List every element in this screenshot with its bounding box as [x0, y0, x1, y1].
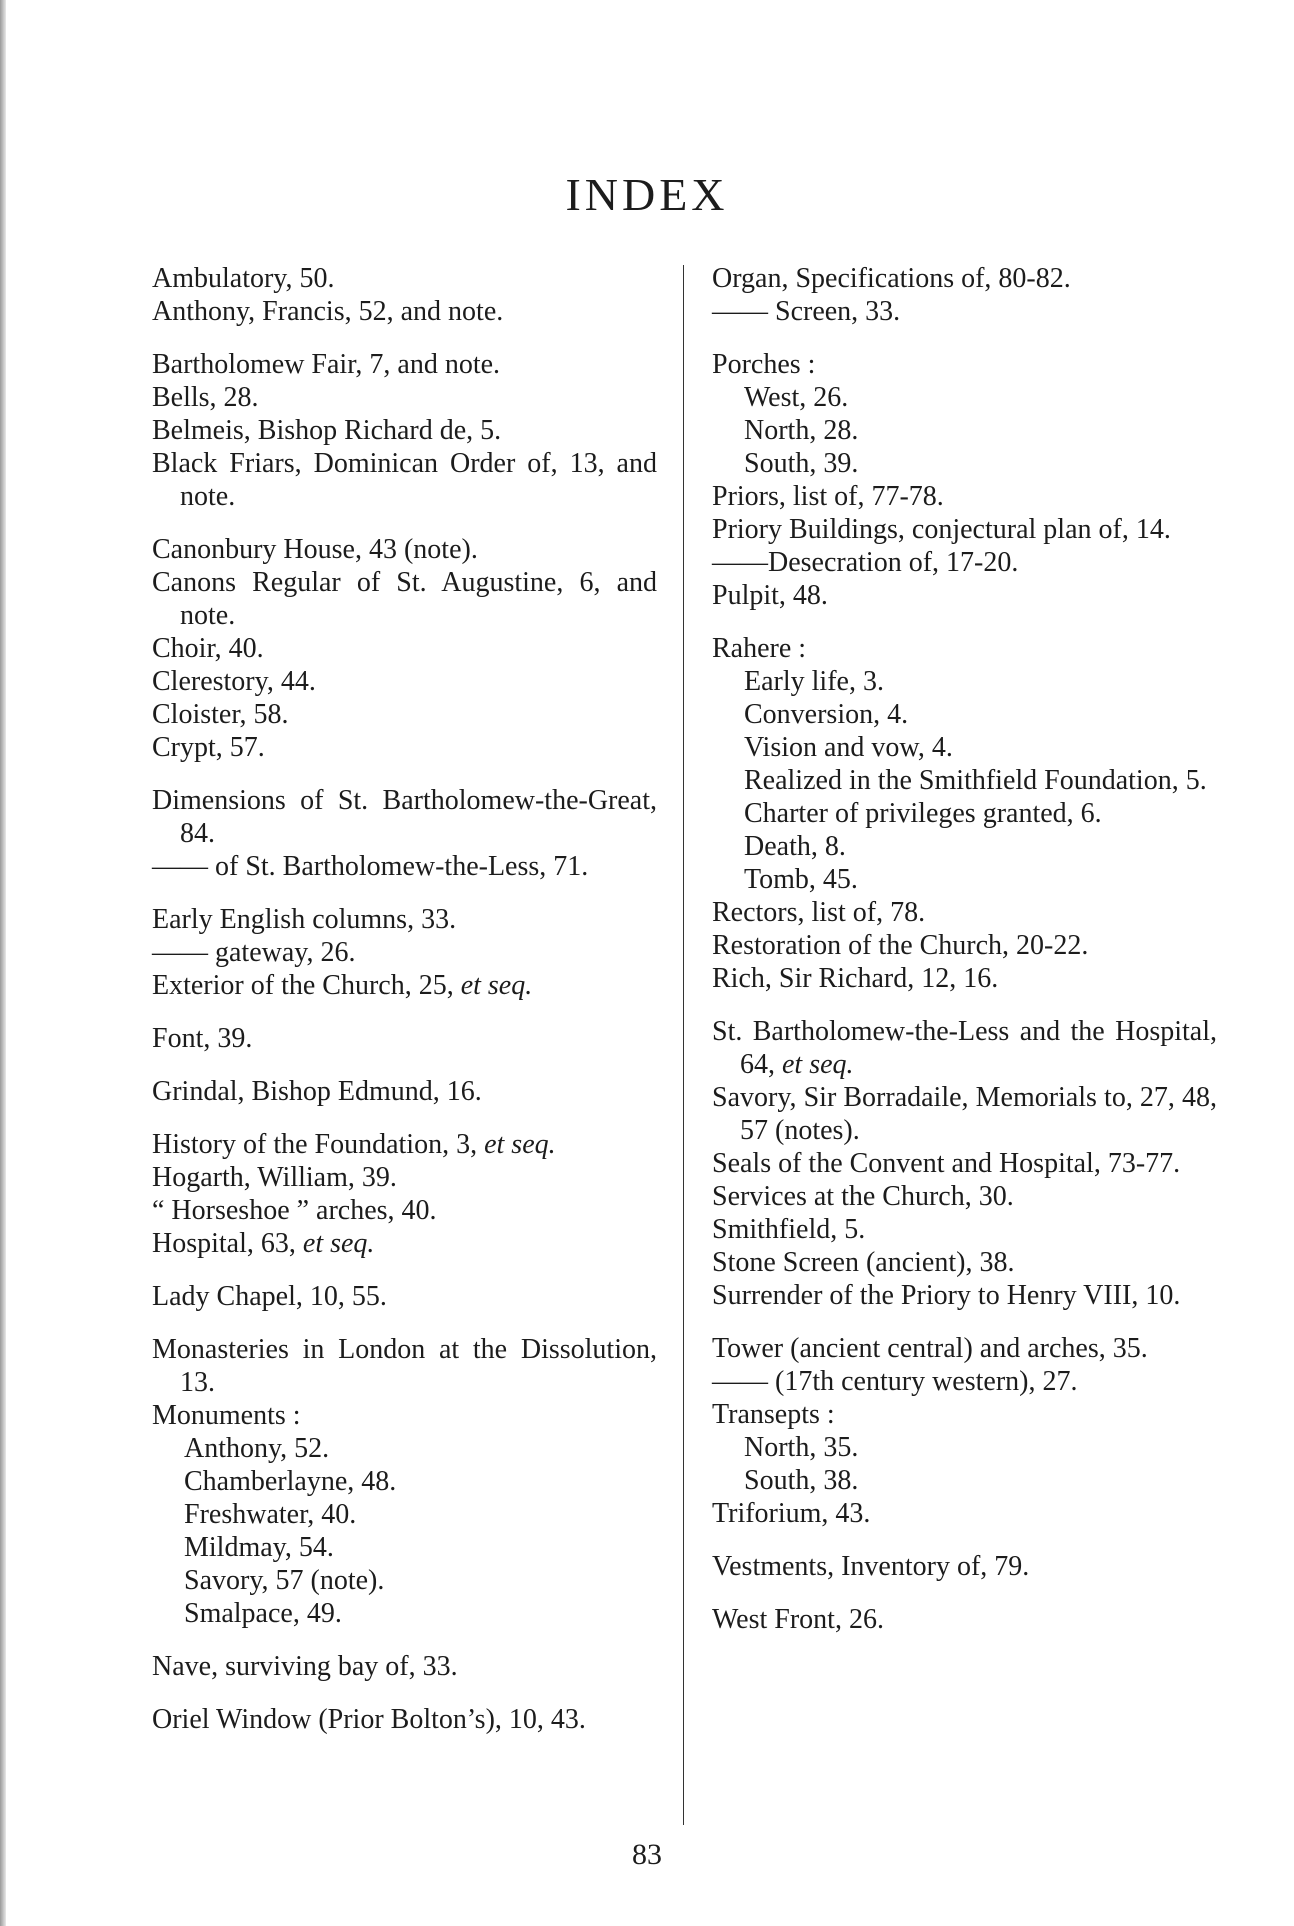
index-entry — [152, 1128, 657, 1161]
index-entry — [152, 665, 657, 698]
index-subentry — [712, 797, 1217, 830]
entry-text: North, 28. — [744, 415, 859, 446]
index-entry — [712, 295, 1217, 328]
page-number: 83 — [632, 1838, 662, 1871]
entry-text: —— Screen, 33. — [712, 296, 901, 327]
entry-text: Death, 8. — [744, 831, 846, 862]
index-entry — [712, 929, 1217, 962]
entry-text: Monasteries in London at the Dissolution, 13. — [152, 1334, 657, 1398]
entry-text: Hogarth, William, 39. — [152, 1162, 397, 1193]
index-entry — [712, 1365, 1217, 1398]
entry-text: Black Friars, Dominican Order of, 13, and note. — [152, 448, 657, 512]
index-entry — [152, 1227, 657, 1260]
entry-text: Cloister, 58. — [152, 699, 289, 730]
entry-text: Realized in the Smithfield Foundation, 5. — [744, 765, 1207, 796]
index-subentry — [712, 447, 1217, 480]
entry-italic-reference: et seq. — [484, 1129, 556, 1160]
index-entry — [712, 348, 1217, 381]
index-subentry — [712, 665, 1217, 698]
entry-text: Anthony, 52. — [184, 1433, 330, 1464]
index-group — [712, 348, 1217, 612]
index-entry — [712, 546, 1217, 579]
index-entry — [152, 1280, 657, 1313]
entry-text: Restoration of the Church, 20-22. — [712, 930, 1089, 961]
entry-text: Hospital, 63, — [152, 1228, 303, 1259]
index-entry — [152, 850, 657, 883]
index-group — [152, 1703, 657, 1736]
entry-text: Triforium, 43. — [712, 1498, 871, 1529]
index-column-left — [152, 262, 657, 1756]
entry-text: ——Desecration of, 17-20. — [712, 547, 1019, 578]
scan-edge — [0, 0, 6, 1926]
index-group — [712, 1603, 1217, 1636]
index-entry — [152, 936, 657, 969]
index-entry — [152, 1333, 657, 1399]
index-entry — [152, 784, 657, 850]
entry-text: Services at the Church, 30. — [712, 1181, 1014, 1212]
entry-text: Lady Chapel, 10, 55. — [152, 1281, 387, 1312]
index-subentry — [712, 830, 1217, 863]
index-group — [152, 1128, 657, 1260]
entry-text: Vestments, Inventory of, 79. — [712, 1551, 1030, 1582]
entry-text: Porches : — [712, 349, 816, 380]
index-entry — [152, 533, 657, 566]
index-group — [152, 784, 657, 883]
index-subentry — [152, 1597, 657, 1630]
index-entry — [152, 1703, 657, 1736]
index-entry — [712, 1279, 1217, 1312]
entry-text: Crypt, 57. — [152, 732, 265, 763]
index-entry — [152, 262, 657, 295]
index-entry — [712, 962, 1217, 995]
entry-text: “ Horseshoe ” arches, 40. — [152, 1195, 437, 1226]
entry-text: Tomb, 45. — [744, 864, 858, 895]
index-subentry — [152, 1531, 657, 1564]
entry-text: Grindal, Bishop Edmund, 16. — [152, 1076, 482, 1107]
index-entry — [712, 1550, 1217, 1583]
entry-text: Seals of the Convent and Hospital, 73-77. — [712, 1148, 1181, 1179]
page-title: INDEX — [565, 169, 729, 220]
entry-text: Clerestory, 44. — [152, 666, 316, 697]
column-divider — [683, 265, 684, 1825]
index-group — [152, 1280, 657, 1313]
entry-text: Canonbury House, 43 (note). — [152, 534, 478, 565]
index-entry — [152, 969, 657, 1002]
index-subentry — [152, 1498, 657, 1531]
entry-text: Vision and vow, 4. — [744, 732, 953, 763]
index-column-right — [712, 262, 1217, 1656]
index-entry — [152, 1399, 657, 1432]
index-entry — [152, 295, 657, 328]
index-entry — [712, 896, 1217, 929]
entry-text: West Front, 26. — [712, 1604, 884, 1635]
entry-text: Bartholomew Fair, 7, and note. — [152, 349, 501, 380]
index-group — [152, 903, 657, 1002]
entry-text: Mildmay, 54. — [184, 1532, 334, 1563]
index-entry — [712, 1213, 1217, 1246]
entry-text: Transepts : — [712, 1399, 835, 1430]
index-subentry — [152, 1465, 657, 1498]
entry-text: Priory Buildings, conjectural plan of, 14. — [712, 514, 1171, 545]
index-entry — [712, 1081, 1217, 1147]
index-entry — [712, 1497, 1217, 1530]
entry-text: —— gateway, 26. — [152, 937, 356, 968]
index-entry — [152, 566, 657, 632]
index-subentry — [712, 731, 1217, 764]
index-entry — [712, 1180, 1217, 1213]
entry-text: Anthony, Francis, 52, and note. — [152, 296, 504, 327]
index-subentry — [712, 381, 1217, 414]
entry-text: Rich, Sir Richard, 12, 16. — [712, 963, 999, 994]
entry-text: History of the Foundation, 3, — [152, 1129, 485, 1160]
index-entry — [152, 348, 657, 381]
entry-text: Charter of privileges granted, 6. — [744, 798, 1102, 829]
index-entry — [152, 414, 657, 447]
entry-text: Rahere : — [712, 633, 807, 664]
index-group — [152, 348, 657, 513]
index-group — [712, 1550, 1217, 1583]
index-entry — [152, 1022, 657, 1055]
index-entry — [712, 513, 1217, 546]
index-subentry — [712, 1464, 1217, 1497]
index-entry — [152, 903, 657, 936]
index-entry — [712, 1398, 1217, 1431]
index-entry — [712, 1603, 1217, 1636]
entry-text: —— of St. Bartholomew-the-Less, 71. — [152, 851, 589, 882]
index-entry — [152, 447, 657, 513]
entry-text: North, 35. — [744, 1432, 859, 1463]
entry-text: Chamberlayne, 48. — [184, 1466, 397, 1497]
entry-text: Monuments : — [152, 1400, 301, 1431]
index-entry — [152, 1075, 657, 1108]
entry-text: South, 39. — [744, 448, 859, 479]
index-entry — [712, 262, 1217, 295]
index-group — [152, 533, 657, 764]
entry-italic-reference: et seq. — [782, 1049, 854, 1080]
entry-text: Canons Regular of St. Augustine, 6, and note. — [152, 567, 657, 631]
entry-text: West, 26. — [744, 382, 849, 413]
index-group — [712, 632, 1217, 995]
index-group — [152, 1075, 657, 1108]
entry-text: Conversion, 4. — [744, 699, 909, 730]
entry-text: —— (17th century western), 27. — [712, 1366, 1078, 1397]
entry-text: Priors, list of, 77-78. — [712, 481, 944, 512]
index-subentry — [152, 1432, 657, 1465]
entry-text: Savory, 57 (note). — [184, 1565, 385, 1596]
index-entry — [152, 731, 657, 764]
index-subentry — [152, 1564, 657, 1597]
index-entry — [712, 480, 1217, 513]
entry-text: Ambulatory, 50. — [152, 263, 335, 294]
index-entry — [152, 1650, 657, 1683]
index-entry — [152, 632, 657, 665]
entry-text: South, 38. — [744, 1465, 859, 1496]
entry-text: Early life, 3. — [744, 666, 884, 697]
entry-text: Savory, Sir Borradaile, Memorials to, 27, 48, 57 (notes). — [712, 1082, 1217, 1146]
entry-text: Rectors, list of, 78. — [712, 897, 926, 928]
index-group — [152, 262, 657, 328]
index-subentry — [712, 863, 1217, 896]
entry-text: Font, 39. — [152, 1023, 253, 1054]
index-group — [712, 262, 1217, 328]
entry-text: Dimensions of St. Bartholomew-the-Great, 84. — [152, 785, 657, 849]
entry-text: Exterior of the Church, 25, — [152, 970, 461, 1001]
index-group — [712, 1015, 1217, 1312]
index-entry — [152, 381, 657, 414]
index-subentry — [712, 698, 1217, 731]
index-entry — [712, 1147, 1217, 1180]
entry-text: Smithfield, 5. — [712, 1214, 866, 1245]
entry-text: St. Bartholomew-the-Less and the Hospital, 64, — [712, 1016, 1217, 1080]
index-entry — [712, 1246, 1217, 1279]
entry-text: Oriel Window (Prior Bolton’s), 10, 43. — [152, 1704, 586, 1735]
index-entry — [712, 1332, 1217, 1365]
entry-text: Nave, surviving bay of, 33. — [152, 1651, 458, 1682]
entry-text: Surrender of the Priory to Henry VIII, 10. — [712, 1280, 1181, 1311]
entry-italic-reference: et seq. — [302, 1228, 375, 1259]
index-group — [152, 1333, 657, 1630]
entry-text: Early English columns, 33. — [152, 904, 457, 935]
index-subentry — [712, 764, 1217, 797]
entry-text: Smalpace, 49. — [184, 1598, 342, 1629]
index-subentry — [712, 1431, 1217, 1464]
entry-text: Tower (ancient central) and arches, 35. — [712, 1333, 1148, 1364]
entry-text: Belmeis, Bishop Richard de, 5. — [152, 415, 502, 446]
index-group — [152, 1650, 657, 1683]
index-entry — [712, 579, 1217, 612]
entry-text: Organ, Specifications of, 80-82. — [712, 263, 1071, 294]
entry-italic-reference: et seq. — [460, 970, 533, 1001]
index-entry — [152, 698, 657, 731]
index-group — [712, 1332, 1217, 1530]
index-group — [152, 1022, 657, 1055]
index-entry — [152, 1161, 657, 1194]
index-subentry — [712, 414, 1217, 447]
entry-text: Bells, 28. — [152, 382, 259, 413]
entry-text: Choir, 40. — [152, 633, 264, 664]
entry-text: Freshwater, 40. — [184, 1499, 357, 1530]
entry-text: Pulpit, 48. — [712, 580, 828, 611]
index-entry — [712, 1015, 1217, 1081]
index-entry — [152, 1194, 657, 1227]
index-entry — [712, 632, 1217, 665]
entry-text: Stone Screen (ancient), 38. — [712, 1247, 1015, 1278]
